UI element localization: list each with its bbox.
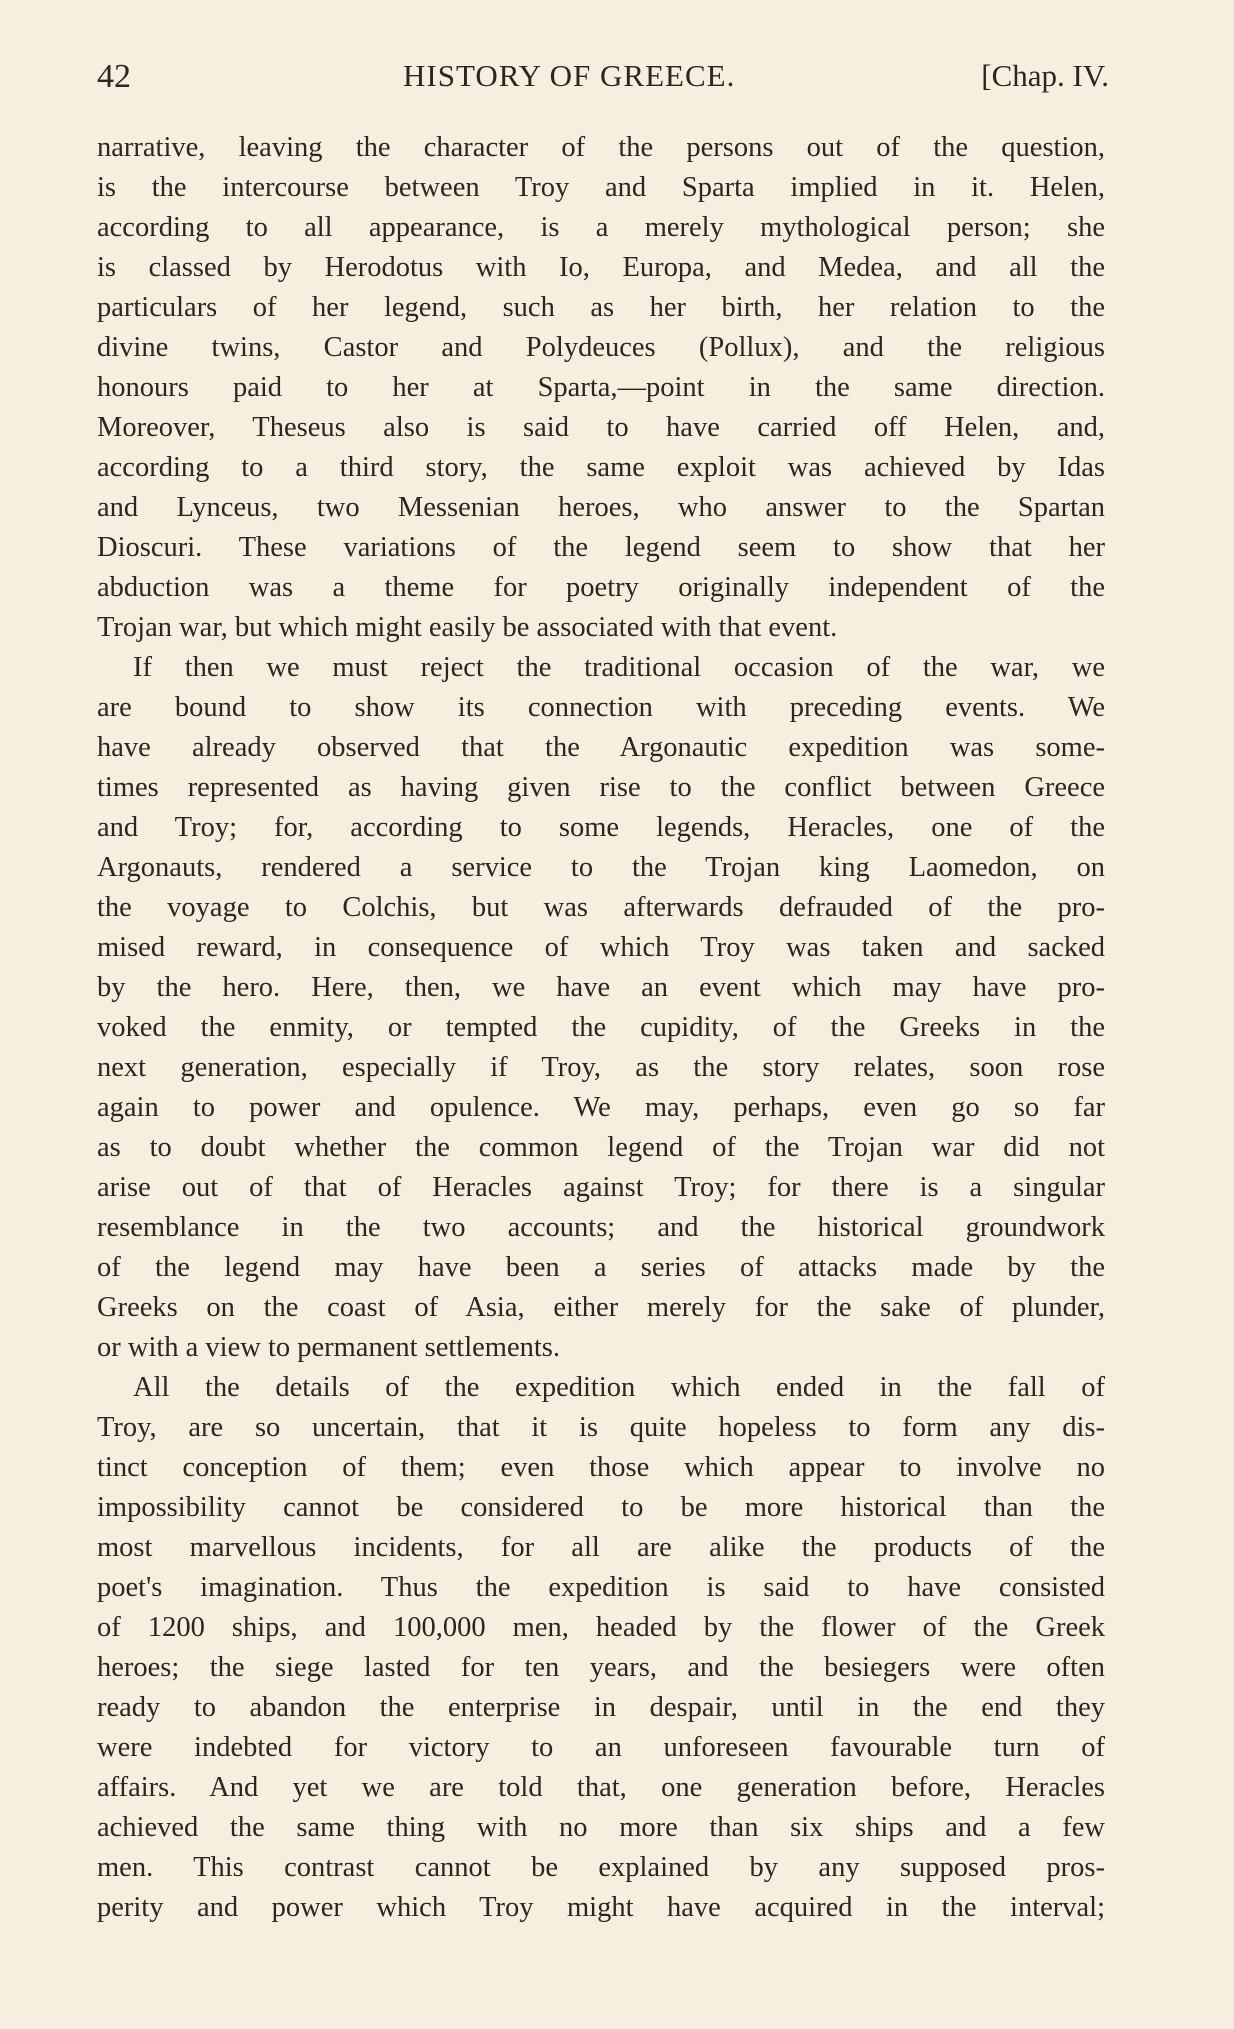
text-line: Greeks on the coast of Asia, either merely for the sake of plunder, — [97, 1292, 1105, 1323]
text-line: honours paid to her at Sparta,—point in the same direction. — [97, 372, 1105, 403]
page-number: 42 — [97, 58, 131, 95]
text-line: mised reward, in consequence of which Troy was taken and sacked — [97, 932, 1105, 963]
text-line: tinct conception of them; even those which appear to involve no — [97, 1452, 1105, 1483]
text-line: and Troy; for, according to some legends, Heracles, one of the — [97, 812, 1105, 843]
text-line: affairs. And yet we are told that, one generation before, Heracles — [97, 1772, 1105, 1803]
text-line: Moreover, Theseus also is said to have carried off Helen, and, — [97, 412, 1105, 443]
text-line: of 1200 ships, and 100,000 men, headed by the flower of the Greek — [97, 1612, 1105, 1643]
text-line: times represented as having given rise to the conflict between Greece — [97, 772, 1105, 803]
text-line: men. This contrast cannot be explained by any supposed pros- — [97, 1852, 1105, 1883]
text-line: resemblance in the two accounts; and the historical groundwork — [97, 1212, 1105, 1243]
text-line: impossibility cannot be considered to be more historical than the — [97, 1492, 1105, 1523]
text-line: were indebted for victory to an unforeseen favourable turn of — [97, 1732, 1105, 1763]
text-line: the voyage to Colchis, but was afterwards defrauded of the pro- — [97, 892, 1105, 923]
text-line: particulars of her legend, such as her birth, her relation to the — [97, 292, 1105, 323]
text-line: next generation, especially if Troy, as the story relates, soon rose — [97, 1052, 1105, 1083]
text-line: achieved the same thing with no more than six ships and a few — [97, 1812, 1105, 1843]
chapter-reference: [Chap. IV. — [981, 58, 1109, 93]
text-line: have already observed that the Argonautic expedition was some- — [97, 732, 1105, 763]
text-line: again to power and opulence. We may, perhaps, even go so far — [97, 1092, 1105, 1123]
text-line: and Lynceus, two Messenian heroes, who answer to the Spartan — [97, 492, 1105, 523]
text-line: If then we must reject the traditional occasion of the war, we — [133, 652, 1105, 683]
text-line: by the hero. Here, then, we have an event which may have pro- — [97, 972, 1105, 1003]
text-line: according to a third story, the same exploit was achieved by Idas — [97, 452, 1105, 483]
text-line: are bound to show its connection with preceding events. We — [97, 692, 1105, 723]
text-line: abduction was a theme for poetry originally independent of the — [97, 572, 1105, 603]
running-title: HISTORY OF GREECE. — [403, 58, 736, 93]
text-line: poet's imagination. Thus the expedition is said to have consisted — [97, 1572, 1105, 1603]
text-line: heroes; the siege lasted for ten years, and the besiegers were often — [97, 1652, 1105, 1683]
text-line: Trojan war, but which might easily be associated with that event. — [97, 612, 838, 643]
text-line: of the legend may have been a series of attacks made by the — [97, 1252, 1105, 1283]
text-line: most marvellous incidents, for all are alike the products of the — [97, 1532, 1105, 1563]
text-line: is classed by Herodotus with Io, Europa, and Medea, and all the — [97, 252, 1105, 283]
page-header — [97, 58, 1109, 108]
text-line: arise out of that of Heracles against Troy; for there is a singular — [97, 1172, 1105, 1203]
text-line: voked the enmity, or tempted the cupidity, of the Greeks in the — [97, 1012, 1105, 1043]
text-line: is the intercourse between Troy and Sparta implied in it. Helen, — [97, 172, 1105, 203]
text-line: as to doubt whether the common legend of the Trojan war did not — [97, 1132, 1105, 1163]
text-line: or with a view to permanent settlements. — [97, 1332, 560, 1363]
text-line: perity and power which Troy might have acquired in the interval; — [97, 1892, 1105, 1923]
text-line: All the details of the expedition which ended in the fall of — [133, 1372, 1105, 1403]
text-line: according to all appearance, is a merely mythological person; she — [97, 212, 1105, 243]
text-line: divine twins, Castor and Polydeuces (Pollux), and the religious — [97, 332, 1105, 363]
body-text — [97, 128, 1105, 1928]
text-line: Argonauts, rendered a service to the Trojan king Laomedon, on — [97, 852, 1105, 883]
text-line: Troy, are so uncertain, that it is quite hopeless to form any dis- — [97, 1412, 1105, 1443]
text-line: ready to abandon the enterprise in despair, until in the end they — [97, 1692, 1105, 1723]
text-line: Dioscuri. These variations of the legend seem to show that her — [97, 532, 1105, 563]
text-line: narrative, leaving the character of the persons out of the question, — [97, 132, 1105, 163]
